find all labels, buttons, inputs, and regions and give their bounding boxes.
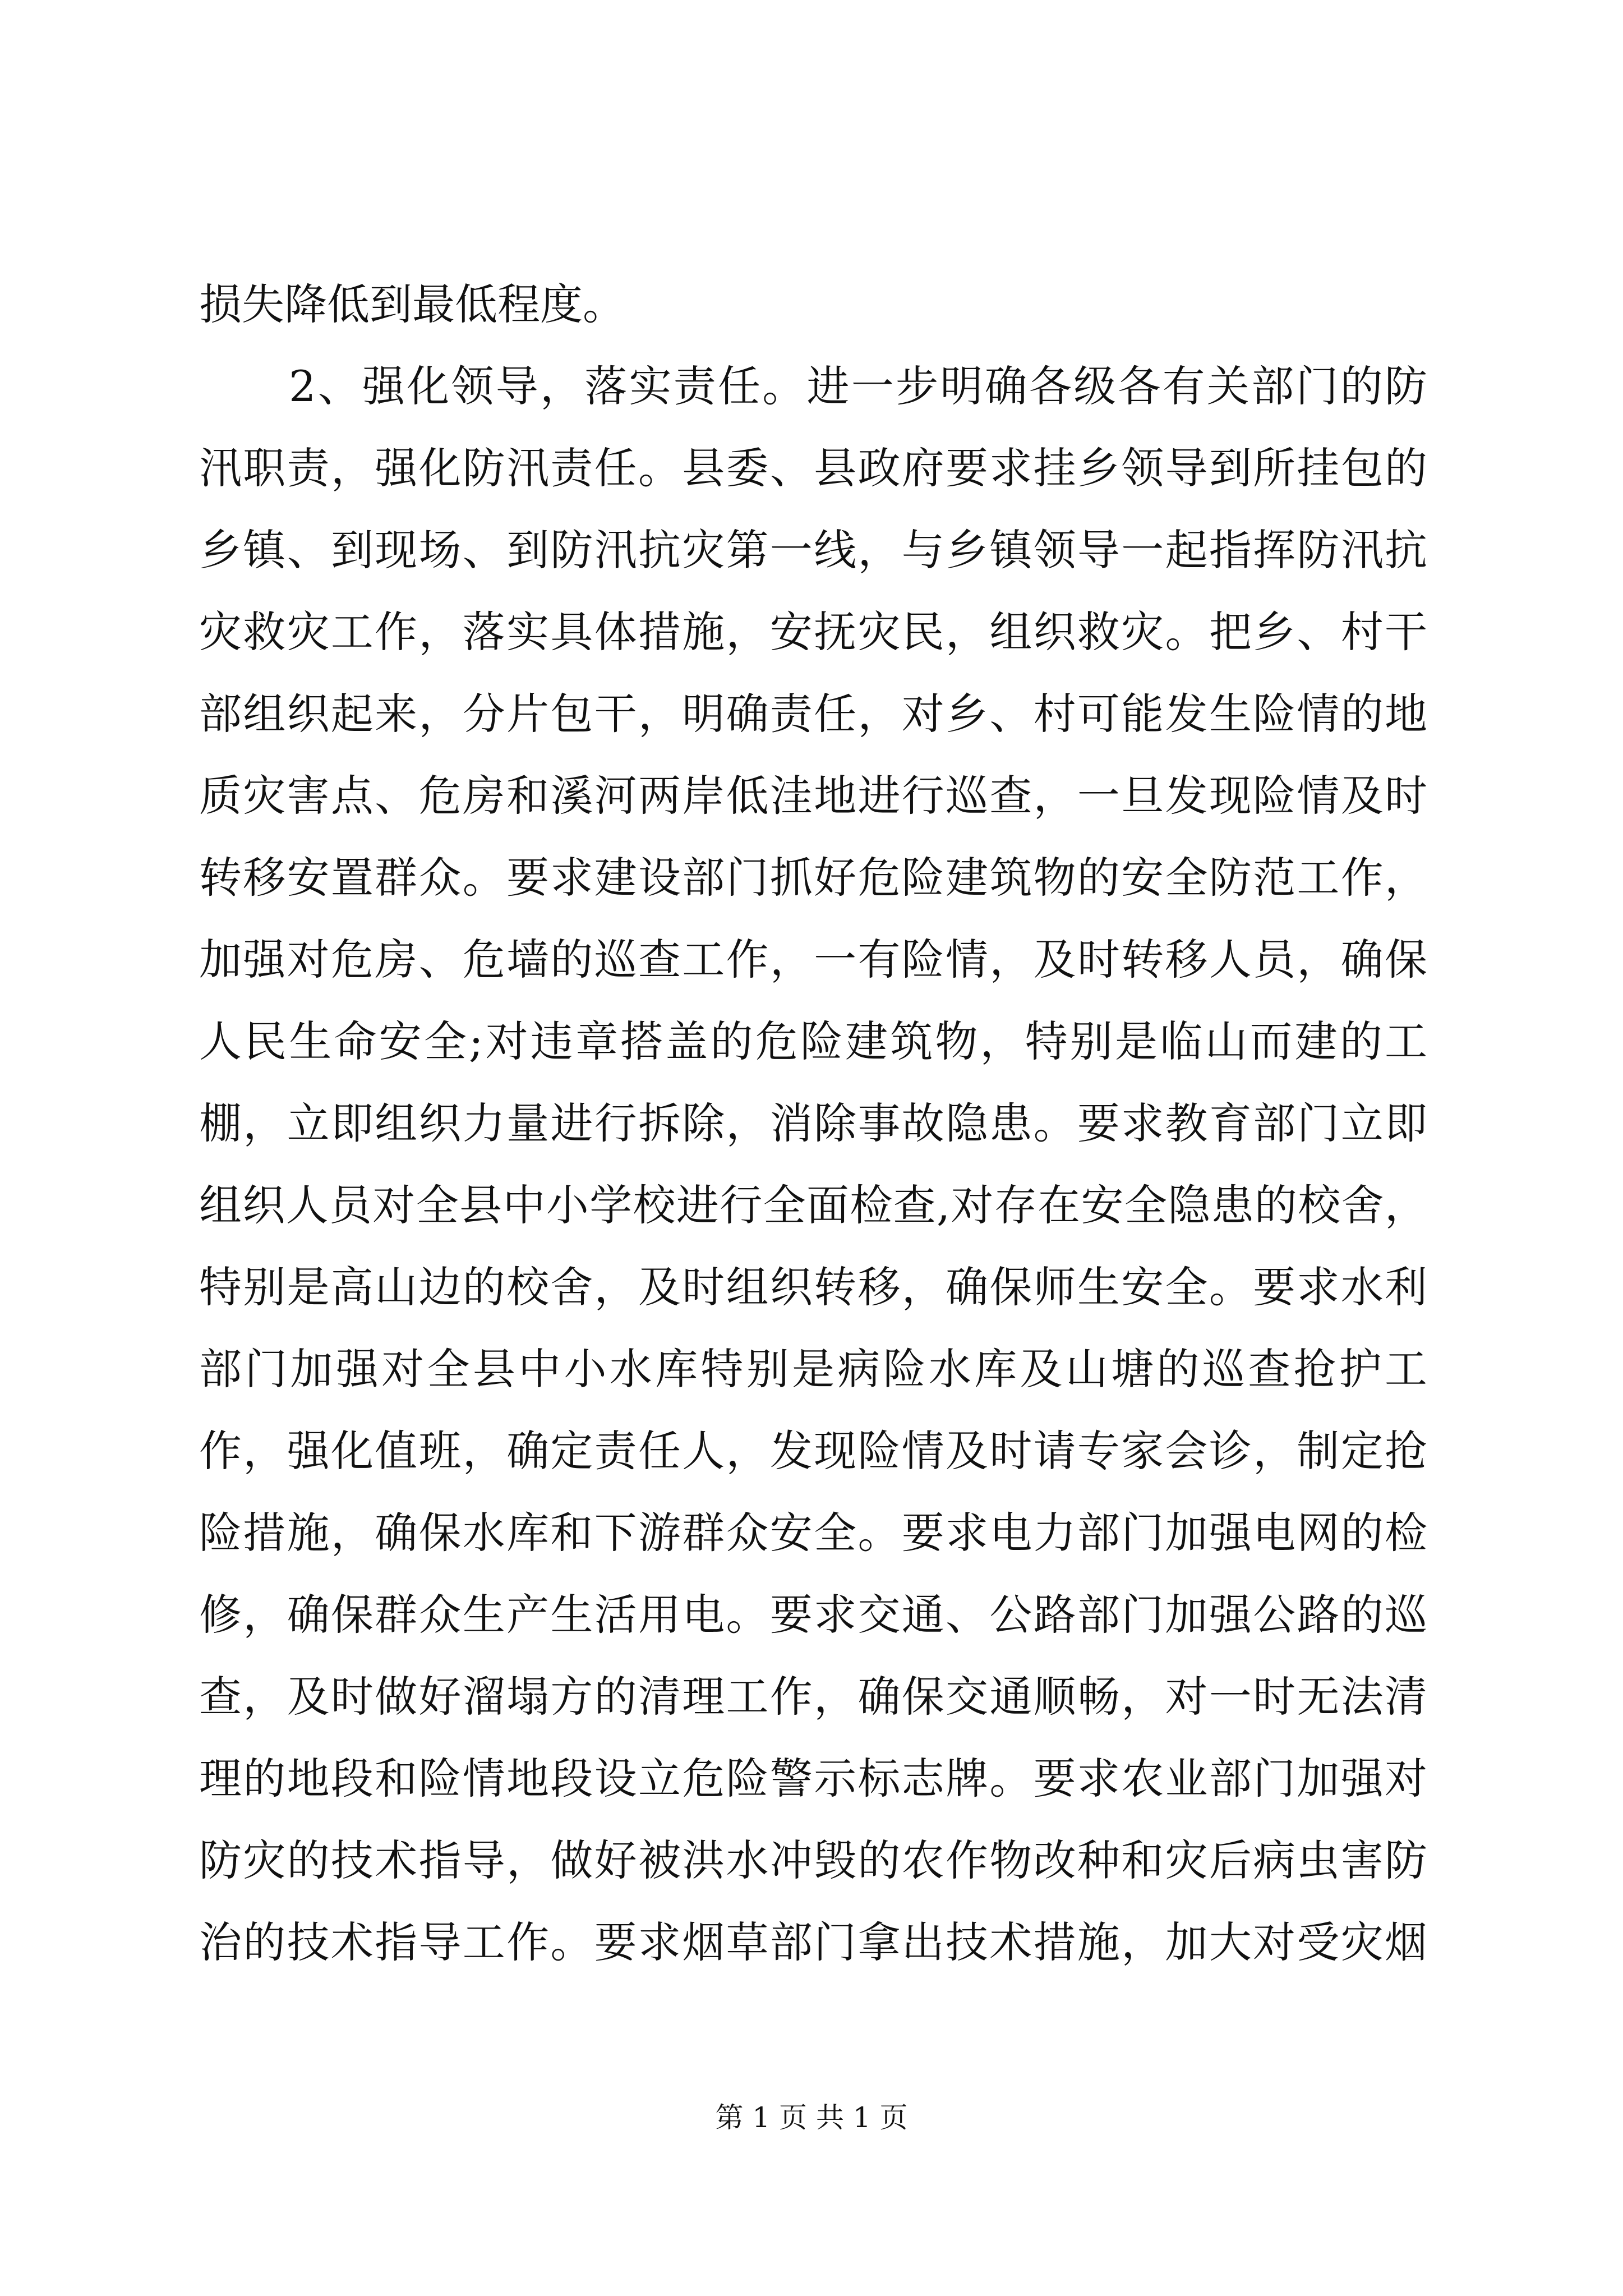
document-body [199, 264, 1427, 1984]
text-line: 修，确保群众生产生活用电。要求交通、公路部门加强公路的巡 [199, 1590, 1427, 1640]
page-footer: 第 1 页 共 1 页 [715, 2101, 908, 2134]
text-line: 部门加强对全县中小水库特别是病险水库及山塘的巡查抢护工 [199, 1344, 1427, 1394]
text-line: 人民生命安全;对违章搭盖的危险建筑物，特别是临山而建的工 [199, 1016, 1427, 1066]
text-line: 部组织起来，分片包干，明确责任，对乡、村可能发生险情的地 [199, 689, 1427, 739]
text-line: 险措施，确保水库和下游群众安全。要求电力部门加强电网的检 [199, 1508, 1427, 1558]
text-line: 棚，立即组织力量进行拆除，消除事故隐患。要求教育部门立即 [199, 1098, 1427, 1148]
text-line: 查，及时做好溜塌方的清理工作，确保交通顺畅，对一时无法清 [199, 1672, 1427, 1722]
text-line: 治的技术指导工作。要求烟草部门拿出技术措施，加大对受灾烟 [199, 1917, 1427, 1967]
text-line: 2、强化领导，落实责任。进一步明确各级各有关部门的防 [289, 361, 1427, 411]
text-line: 加强对危房、危墙的巡查工作，一有险情，及时转移人员，确保 [199, 935, 1427, 984]
text-line: 乡镇、到现场、到防汛抗灾第一线，与乡镇领导一起指挥防汛抗 [199, 525, 1427, 575]
text-line: 防灾的技术指导，做好被洪水冲毁的农作物改种和灾后病虫害防 [199, 1835, 1427, 1885]
text-line: 作，强化值班，确定责任人，发现险情及时请专家会诊，制定抢 [199, 1426, 1427, 1476]
text-line: 损失降低到最低程度。 [199, 279, 625, 329]
text-line: 转移安置群众。要求建设部门抓好危险建筑物的安全防范工作， [199, 853, 1427, 903]
text-line: 理的地段和险情地段设立危险警示标志牌。要求农业部门加强对 [199, 1754, 1427, 1803]
text-line: 汛职责，强化防汛责任。县委、县政府要求挂乡领导到所挂包的 [199, 443, 1427, 493]
text-line: 特别是高山边的校舍，及时组织转移，确保师生安全。要求水利 [199, 1262, 1427, 1312]
text-line: 组织人员对全县中小学校进行全面检查,对存在安全隐患的校舍， [199, 1180, 1427, 1230]
text-line: 灾救灾工作，落实具体措施，安抚灾民，组织救灾。把乡、村干 [199, 607, 1427, 657]
text-line: 质灾害点、危房和溪河两岸低洼地进行巡查，一旦发现险情及时 [199, 771, 1427, 821]
